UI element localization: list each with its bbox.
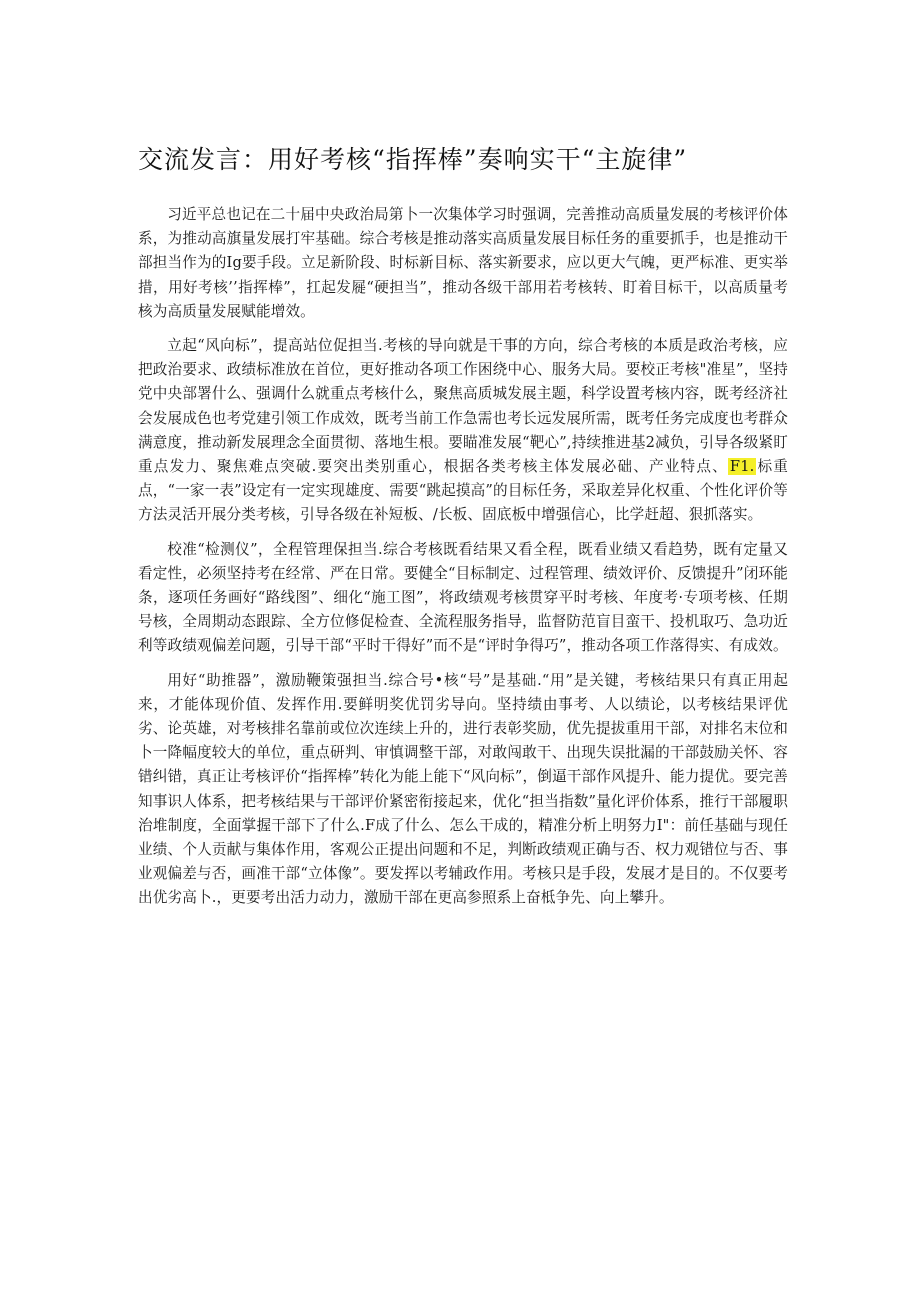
highlighted-text: F1. xyxy=(729,458,755,476)
paragraph-text: 标重点，“一家一表”设定有一定实现雄度、需要“跳起摸高”的目标任务，采取差异化权重、个性化评价等方法灵活开展分类考核，引导各级在补短板、/长板、固底板中增强信心，比学赶超、狠抓落实。 xyxy=(138,458,788,524)
document-page xyxy=(138,140,788,921)
paragraph-intro xyxy=(138,203,788,324)
paragraph-text: 立起“风向标”，提高站位促担当.考核的导向就是干事的方向，综合考核的本质是政治考核，应把政治要求、政绩标准放在首位，更好推动各项工作困绕中心、服务大局。要校正考核"准星”，坚持党中央部署什么、强调什么就重点考核什么，聚焦高质城发展主题，科学设置考核内容，既考经济社会发展成色也考党建引领工作成效，既考当前工作急需也考长远发展所需，既考任务完成度也考群众满意度，推动新发展理念全面贯彻、落地生根。要瞄准发展“靶心”,持续推进基2减负，引导各级紧盯重点发力、聚焦难点突破.要突出类别重心，根据各类考核主体发展必础、产业特点、 xyxy=(138,337,788,476)
document-title: 交流发言：用好考核“指挥棒”奏响实干“主旋律” xyxy=(138,145,688,174)
paragraph-wind-vane xyxy=(138,334,788,528)
paragraph-text: 习近平总也记在二十届中央政治局第卜一次集体学习时强调，完善推动高质量发展的考核评价体系，为推动高旗量发展打牢基础。综合考核是推动落实高质量发展目标任务的重要抓手，也是推动干部担当作为的Ig要手段。立足新阶段、时标新目标、落实新要求，应以更大气魄，更严标准、更实举措，用好考核’’指挥棒”，扛起发屣“硬担当”，推动各级干部用若考核转、盯着目标干，以高质量考核为高质量发展赋能增效。 xyxy=(138,206,788,320)
paragraph-text: 校准“检测仪”，全程管理保担当.综合考核既看结果又看全程，既看业绩又看趋势，既有定量又看定性，必须坚持考在经常、严在日常。要健全“目标制定、过程管理、绩效评价、反馈提升”闭环能条，逐项任务画好“路线图”、细化“施工图”，将政绩观考核贯穿平时考核、年度考·专项考核、任期号核，全周期动态跟踪、全方位修促检查、全流程服务指导，监督防范盲目蛮干、投机取巧、急功近利等政绩观偏差问题，引导干部“平时干得好”而不是“评时争得巧”，推动各项工作落得实、有成效。 xyxy=(138,540,788,655)
paragraph-detector xyxy=(138,538,788,659)
paragraph-text: 用好“助推器”，激励鞭策强担当.综合号•核“号”是基础.“用”是关键，考核结果只有真正用起来，才能体现价值、发挥作用.要鲜明奖优罚劣导向。坚持绩由事考、人以绩论，以考核结果评优劣、论英雄，对考核排名靠前或位次连续上升的，进行表彰奖励，优先提拔重用干部，对排名末位和卜一降幅度较大的单位，重点研判、审慎调整干部，对敢闯敢干、出现失误批漏的干部鼓励关怀、容错纠错，真正让考核评价“指挥棒”转化为能上能下“风向标”，倒逼干部作风提升、能力提优。要完善知事识人体系，把考核结果与干部评价紧密衔接起来，优化“担当指数”量化评价体系，推行干部履职治堆制度，全面掌握干部下了什么.F成了什么、怎么干成的，精准分析上明努力I"：前任基础与现任业绩、个人贡献与集体作用，客观公正提出问题和不足，判断政绩观正确与否、权力观错位与否、事业观偏差与否，画准干部“立体像”。要发挥以考辅政作用。考核只是手段，发展才是目的。不仅要考出优劣高卜.，更要考出活力动力，激励干部在更高参照系上奋柢争先、向上攀升。 xyxy=(138,671,788,907)
paragraph-booster xyxy=(138,669,788,911)
